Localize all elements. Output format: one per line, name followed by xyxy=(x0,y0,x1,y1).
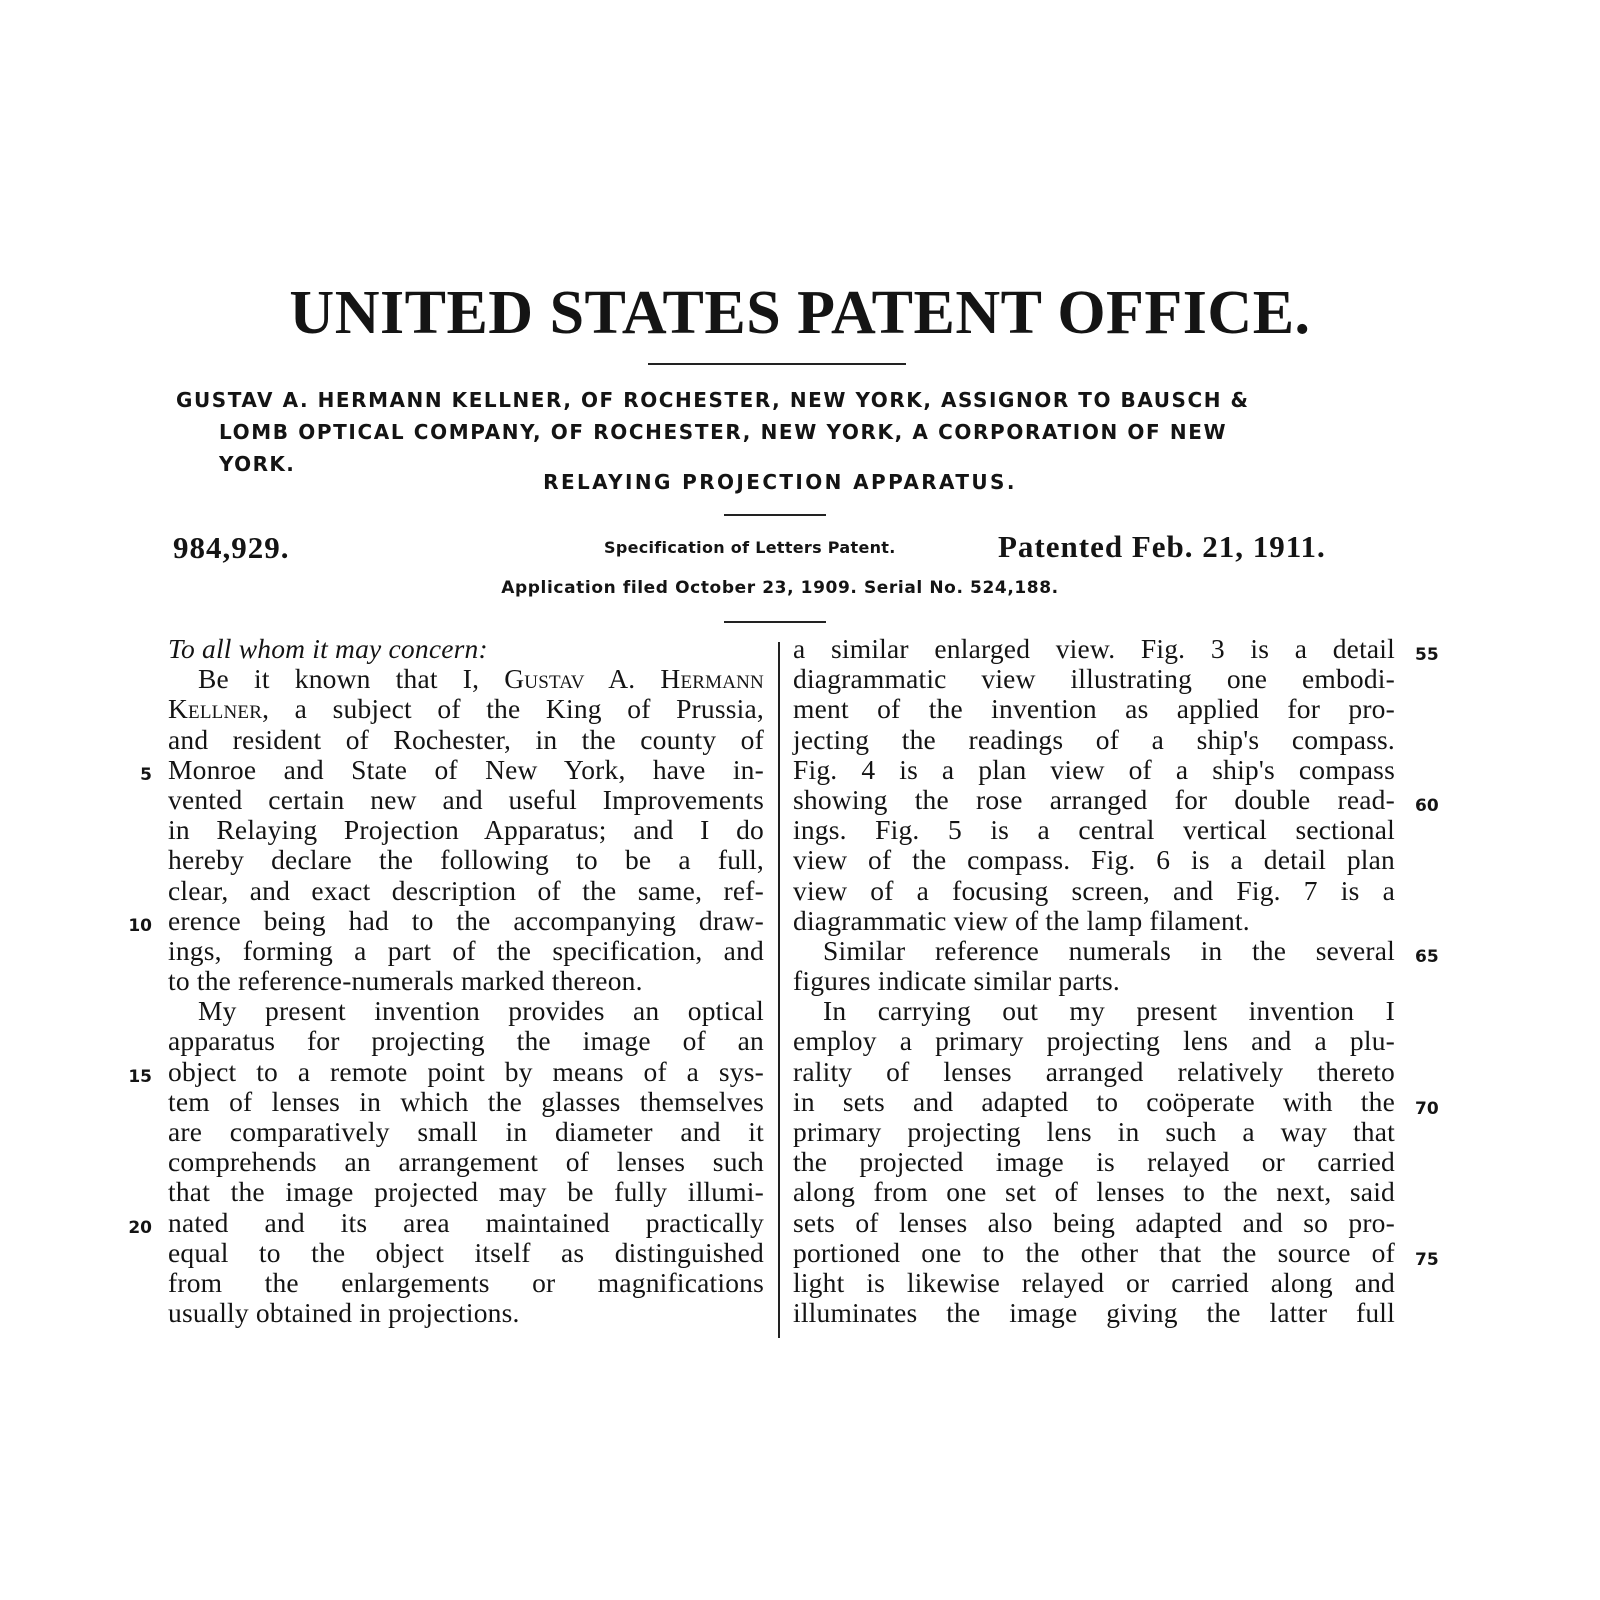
body-line: apparatus for projecting the image of an xyxy=(168,1025,764,1057)
body-line: clear, and exact description of the same, ref- xyxy=(168,874,764,906)
body-line: view of the compass. Fig. 6 is a detail plan xyxy=(793,844,1395,876)
right-column xyxy=(793,634,1395,1328)
body-line: ment of the invention as applied for pro- xyxy=(793,693,1395,725)
body-line: showing the rose arranged for double read- xyxy=(793,783,1395,815)
body-text: Be it known that I, xyxy=(198,663,505,695)
specification-label: Specification of Letters Patent. xyxy=(604,538,896,557)
line-number: 5 xyxy=(140,765,152,785)
office-title: UNITED STATES PATENT OFFICE. xyxy=(289,279,1311,347)
body-line xyxy=(168,664,764,694)
salutation: To all whom it may concern: xyxy=(168,633,488,664)
body-line: figures indicate similar parts. xyxy=(793,965,1120,997)
inventor-line: GUSTAV A. HERMANN KELLNER, OF ROCHESTER, NEW YORK, ASSIGNOR TO BAUSCH & xyxy=(176,388,1250,412)
inventor-line: LOMB OPTICAL COMPANY, OF ROCHESTER, NEW YORK, A CORPORATION OF NEW xyxy=(219,420,1228,444)
line-number: 70 xyxy=(1415,1099,1439,1119)
body-line: comprehends an arrangement of lenses such xyxy=(168,1146,764,1178)
body-line: a similar enlarged view. Fig. 3 is a detail xyxy=(793,633,1395,664)
inventor-assignment xyxy=(176,384,1392,480)
line-number: 15 xyxy=(128,1067,152,1087)
body-line: are comparatively small in diameter and it xyxy=(168,1116,764,1147)
body-line: ings. Fig. 5 is a central vertical sectional xyxy=(793,814,1395,846)
line-number: 20 xyxy=(128,1218,152,1238)
body-line: along from one set of lenses to the next, said xyxy=(793,1176,1395,1208)
body-line: jecting the readings of a ship's compass. xyxy=(793,723,1395,755)
line-number: 65 xyxy=(1415,947,1439,967)
body-line: Monroe and State of New York, have in- xyxy=(168,753,764,785)
body-text: , a subject of the King of Prussia, xyxy=(262,693,764,725)
body-line: primary projecting lens in such a way that xyxy=(793,1116,1395,1147)
body-line: nated and its area maintained practically xyxy=(168,1206,764,1238)
inventor-surname: Kellner xyxy=(168,693,263,725)
body-line: from the enlargements or magnifications xyxy=(168,1266,764,1298)
line-number: 10 xyxy=(128,916,152,936)
body-line: equal to the object itself as distinguished xyxy=(168,1236,764,1268)
inventor-name: Gustav A. Hermann xyxy=(504,663,764,695)
body-line: and resident of Rochester, in the county of xyxy=(168,723,764,755)
body-line: illuminates the image giving the latter full xyxy=(793,1297,1395,1329)
body-line: vented certain new and useful Improvements xyxy=(168,783,764,815)
patented-date: Patented Feb. 21, 1911. xyxy=(998,529,1326,564)
body-line: light is likewise relayed or carried along and xyxy=(793,1266,1395,1298)
body-line: employ a primary projecting lens and a plu- xyxy=(793,1025,1395,1057)
line-number: 55 xyxy=(1415,645,1439,665)
body-line: Similar reference numerals in the several xyxy=(823,934,1395,966)
body-line: sets of lenses also being adapted and so pro- xyxy=(793,1206,1395,1238)
body-line: view of a focusing screen, and Fig. 7 is a xyxy=(793,874,1395,906)
left-column xyxy=(168,634,764,1328)
inventor-line: YORK. xyxy=(219,452,296,476)
column-divider xyxy=(778,642,780,1338)
body-line: tem of lenses in which the glasses themselves xyxy=(168,1085,764,1117)
body-line: My present invention provides an optical xyxy=(198,995,764,1027)
header-rule xyxy=(648,363,906,365)
body-line: rality of lenses arranged relatively thereto xyxy=(793,1055,1395,1087)
body-line: erence being had to the accompanying draw- xyxy=(168,904,764,936)
invention-title: RELAYING PROJECTION APPARATUS. xyxy=(543,470,1017,494)
body-line xyxy=(168,694,764,724)
body-line: portioned one to the other that the source of xyxy=(793,1236,1395,1268)
line-number: 75 xyxy=(1415,1250,1439,1270)
body-line: diagrammatic view illustrating one embodi- xyxy=(793,663,1395,695)
body-line: ings, forming a part of the specification, and xyxy=(168,934,764,966)
title-rule xyxy=(724,514,826,516)
body-line: to the reference-numerals marked thereon. xyxy=(168,965,643,997)
body-line: in Relaying Projection Apparatus; and I do xyxy=(168,814,764,846)
patent-number: 984,929. xyxy=(173,530,290,565)
body-line: object to a remote point by means of a sys- xyxy=(168,1055,764,1087)
body-line: usually obtained in projections. xyxy=(168,1297,520,1329)
body-line: Fig. 4 is a plan view of a ship's compass xyxy=(793,753,1395,785)
application-rule xyxy=(724,621,826,623)
body-line: In carrying out my present invention I xyxy=(823,995,1395,1027)
body-line: diagrammatic view of the lamp filament. xyxy=(793,904,1250,936)
line-number: 60 xyxy=(1415,796,1439,816)
body-line: the projected image is relayed or carried xyxy=(793,1146,1395,1178)
body-line: hereby declare the following to be a full, xyxy=(168,844,764,876)
body-line: in sets and adapted to coöperate with the xyxy=(793,1085,1395,1117)
application-line: Application filed October 23, 1909. Serial No. 524,188. xyxy=(501,578,1059,598)
body-line: that the image projected may be fully illumi- xyxy=(168,1176,764,1208)
